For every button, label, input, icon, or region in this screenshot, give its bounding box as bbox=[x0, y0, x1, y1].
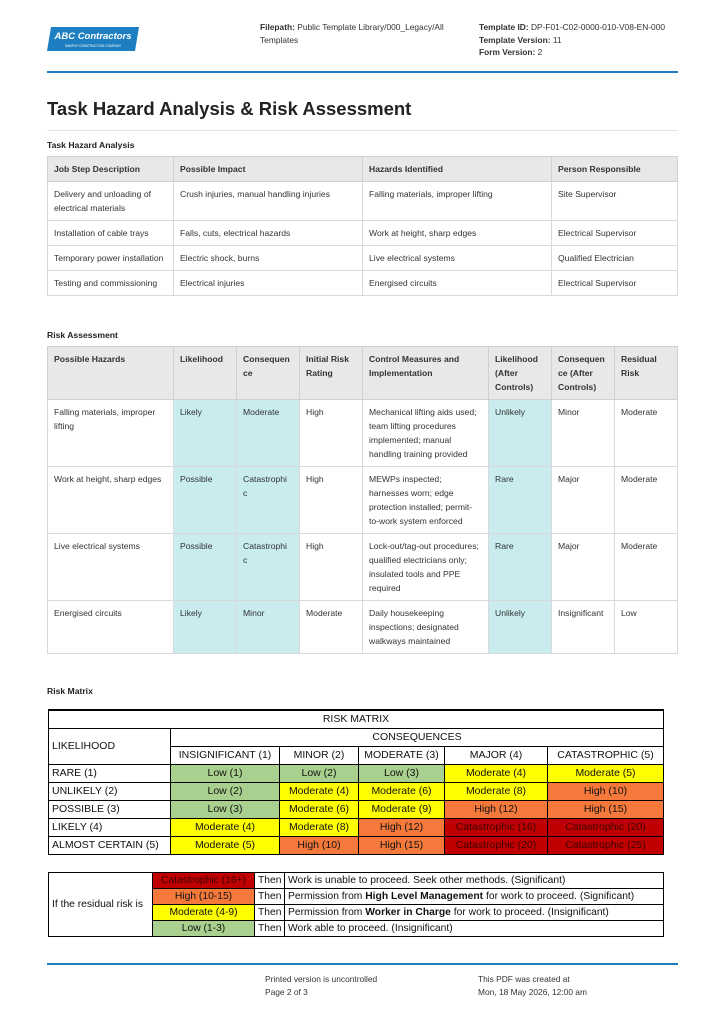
action-text: Permission from bbox=[288, 907, 366, 918]
residual-action bbox=[285, 873, 664, 889]
ra-cell: Moderate bbox=[237, 400, 300, 467]
risk-cell: High (15) bbox=[359, 836, 445, 854]
ra-cell: Moderate bbox=[615, 400, 678, 467]
tha-cell: Installation of cable trays bbox=[48, 221, 174, 246]
table-row bbox=[48, 467, 678, 534]
tha-cell: Temporary power installation bbox=[48, 246, 174, 271]
table-row bbox=[48, 534, 678, 601]
tha-cell: Work at height, sharp edges bbox=[363, 221, 552, 246]
created-date: Mon, 18 May 2026, 12:00 am bbox=[478, 986, 587, 997]
ra-cell: Lock-out/tag-out procedures; qualified electricians only; insulated tools and PPE required bbox=[363, 534, 489, 601]
risk-cell: High (10) bbox=[548, 782, 664, 800]
risk-cell: High (10) bbox=[280, 836, 359, 854]
likelihood-label: LIKELIHOOD bbox=[49, 728, 171, 764]
then-label: Then bbox=[255, 873, 285, 889]
template-version-value: 11 bbox=[552, 34, 562, 45]
risk-cell: Moderate (9) bbox=[359, 800, 445, 818]
ra-cell: Major bbox=[552, 467, 615, 534]
risk-cell: High (15) bbox=[548, 800, 664, 818]
ra-col-header: Possible Hazards bbox=[48, 347, 174, 400]
filepath-label: Filepath: bbox=[260, 22, 295, 32]
risk-cell: Catastrophic (20) bbox=[548, 818, 664, 836]
tha-col-header: Person Responsible bbox=[552, 157, 678, 182]
matrix-row bbox=[49, 764, 664, 782]
risk-cell: Low (2) bbox=[280, 764, 359, 782]
then-label: Then bbox=[255, 921, 285, 937]
ra-section-label: Risk Assessment bbox=[47, 330, 118, 340]
residual-level: Low (1-3) bbox=[153, 921, 255, 937]
matrix-row bbox=[49, 836, 664, 854]
consequence-header: CATASTROPHIC (5) bbox=[548, 746, 664, 764]
filepath bbox=[260, 21, 460, 46]
action-authority: High Level Management bbox=[365, 891, 484, 902]
ra-cell: Work at height, sharp edges bbox=[48, 467, 174, 534]
risk-cell: Moderate (8) bbox=[445, 782, 548, 800]
template-id-value: DP-F01-C02-0000-010-V08-EN-000 bbox=[530, 22, 666, 32]
ra-cell: Likely bbox=[174, 400, 237, 467]
likelihood-row-label: UNLIKELY (2) bbox=[49, 782, 171, 800]
table-row bbox=[48, 601, 678, 654]
tha-col-header: Job Step Description bbox=[48, 157, 174, 182]
risk-cell: Moderate (4) bbox=[280, 782, 359, 800]
form-version-label: Form Version: bbox=[479, 47, 536, 57]
ra-cell: Catastrophi c bbox=[237, 467, 300, 534]
tha-col-header: Hazards Identified bbox=[363, 157, 552, 182]
tha-cell: Qualified Electrician bbox=[552, 246, 678, 271]
template-version-label: Template Version: bbox=[479, 34, 551, 45]
table-row bbox=[48, 182, 678, 221]
ra-col-header: Likelihood (After Controls) bbox=[489, 347, 552, 400]
printed-notice: Printed version is uncontrolled bbox=[265, 974, 378, 984]
consequence-header: MAJOR (4) bbox=[445, 746, 548, 764]
ra-cell: Major bbox=[552, 534, 615, 601]
table-row bbox=[48, 271, 678, 296]
risk-cell: Moderate (6) bbox=[359, 782, 445, 800]
risk-cell: Catastrophic (16) bbox=[445, 818, 548, 836]
action-text: Work able to proceed. (Insignificant) bbox=[288, 923, 453, 934]
page-header bbox=[47, 18, 678, 74]
ra-cell: Minor bbox=[237, 601, 300, 654]
residual-action bbox=[285, 905, 664, 921]
matrix-row bbox=[49, 800, 664, 818]
ra-cell: Likely bbox=[174, 601, 237, 654]
residual-action bbox=[285, 889, 664, 905]
ra-table bbox=[47, 346, 678, 654]
tha-cell: Falling materials, improper lifting bbox=[363, 182, 552, 221]
residual-action bbox=[285, 921, 664, 937]
residual-row bbox=[49, 873, 664, 889]
tha-cell: Delivery and unloading of electrical materials bbox=[48, 182, 174, 221]
then-label: Then bbox=[255, 905, 285, 921]
tha-cell: Electrical Supervisor bbox=[552, 221, 678, 246]
risk-cell: Moderate (4) bbox=[445, 764, 548, 782]
ra-cell: Daily housekeeping inspections; designated walkways maintained bbox=[363, 601, 489, 654]
matrix-title: RISK MATRIX bbox=[49, 710, 664, 728]
ra-col-header: Consequen ce (After Controls) bbox=[552, 347, 615, 400]
risk-cell: Moderate (6) bbox=[280, 800, 359, 818]
tha-cell: Falls, cuts, electrical hazards bbox=[174, 221, 363, 246]
tha-cell: Electric shock, burns bbox=[174, 246, 363, 271]
footer-divider bbox=[47, 963, 678, 965]
action-text: Work is unable to proceed. Seek other methods. (Significant) bbox=[288, 875, 566, 886]
residual-level: Catastrophic (16+) bbox=[153, 873, 255, 889]
table-row bbox=[48, 246, 678, 271]
footer-right bbox=[478, 973, 587, 998]
risk-cell: Moderate (5) bbox=[548, 764, 664, 782]
action-text-end: for work to proceed. (Significant) bbox=[483, 891, 635, 902]
residual-label: If the residual risk is bbox=[49, 873, 153, 937]
template-meta bbox=[479, 21, 679, 59]
likelihood-row-label: POSSIBLE (3) bbox=[49, 800, 171, 818]
page-title: Task Hazard Analysis & Risk Assessment bbox=[47, 98, 412, 119]
consequences-label: CONSEQUENCES bbox=[171, 728, 664, 746]
ra-cell: High bbox=[300, 534, 363, 601]
matrix-row bbox=[49, 818, 664, 836]
action-text-end: for work to proceed. (Insignificant) bbox=[450, 907, 609, 918]
tha-cell: Site Supervisor bbox=[552, 182, 678, 221]
likelihood-row-label: LIKELY (4) bbox=[49, 818, 171, 836]
ra-col-header: Consequen ce bbox=[237, 347, 300, 400]
logo-text: ABC Contractors bbox=[54, 31, 132, 42]
company-logo bbox=[47, 27, 139, 49]
risk-cell: Moderate (4) bbox=[171, 818, 280, 836]
ra-cell: Catastrophi c bbox=[237, 534, 300, 601]
tha-cell: Live electrical systems bbox=[363, 246, 552, 271]
consequence-header: MINOR (2) bbox=[280, 746, 359, 764]
then-label: Then bbox=[255, 889, 285, 905]
tha-cell: Electrical injuries bbox=[174, 271, 363, 296]
ra-cell: Moderate bbox=[300, 601, 363, 654]
residual-level: High (10-15) bbox=[153, 889, 255, 905]
consequence-header: MODERATE (3) bbox=[359, 746, 445, 764]
ra-cell: MEWPs inspected; harnesses worn; edge protection installed; permit-to-work system enforced bbox=[363, 467, 489, 534]
risk-cell: Catastrophic (20) bbox=[445, 836, 548, 854]
action-authority: Worker in Charge bbox=[365, 907, 451, 918]
ra-cell: Mechanical lifting aids used; team lifting procedures implemented; manual handling training provided bbox=[363, 400, 489, 467]
ra-cell: Minor bbox=[552, 400, 615, 467]
likelihood-row-label: RARE (1) bbox=[49, 764, 171, 782]
risk-cell: Low (3) bbox=[359, 764, 445, 782]
likelihood-row-label: ALMOST CERTAIN (5) bbox=[49, 836, 171, 854]
logo-tagline: SAMPLE CONSTRUCTION COMPANY bbox=[64, 44, 122, 48]
tha-col-header: Possible Impact bbox=[174, 157, 363, 182]
ra-cell: Rare bbox=[489, 467, 552, 534]
page-info: Page 2 of 3 bbox=[265, 986, 308, 997]
ra-cell: Rare bbox=[489, 534, 552, 601]
tha-cell: Energised circuits bbox=[363, 271, 552, 296]
risk-cell: Catastrophic (25) bbox=[548, 836, 664, 854]
ra-cell: Insignificant bbox=[552, 601, 615, 654]
ra-cell: Possible bbox=[174, 467, 237, 534]
ra-cell: Unlikely bbox=[489, 601, 552, 654]
matrix-header-row bbox=[49, 728, 664, 746]
ra-cell: Possible bbox=[174, 534, 237, 601]
ra-cell: Energised circuits bbox=[48, 601, 174, 654]
ra-col-header: Residual Risk bbox=[615, 347, 678, 400]
risk-cell: Moderate (5) bbox=[171, 836, 280, 854]
risk-cell: High (12) bbox=[359, 818, 445, 836]
ra-col-header: Control Measures and Implementation bbox=[363, 347, 489, 400]
risk-cell: Moderate (8) bbox=[280, 818, 359, 836]
ra-cell: Unlikely bbox=[489, 400, 552, 467]
ra-cell: Moderate bbox=[615, 467, 678, 534]
template-id-label: Template ID: bbox=[479, 22, 529, 32]
risk-cell: High (12) bbox=[445, 800, 548, 818]
tha-table bbox=[47, 156, 678, 296]
risk-matrix bbox=[48, 709, 664, 855]
tha-cell: Electrical Supervisor bbox=[552, 271, 678, 296]
title-divider bbox=[47, 130, 678, 131]
risk-cell: Low (3) bbox=[171, 800, 280, 818]
consequence-header: INSIGNIFICANT (1) bbox=[171, 746, 280, 764]
created-label: This PDF was created at bbox=[478, 974, 570, 984]
ra-cell: High bbox=[300, 400, 363, 467]
filepath-value: Public Template Library/000_Legacy/All Templates bbox=[260, 22, 444, 45]
table-row bbox=[48, 221, 678, 246]
header-divider bbox=[47, 71, 678, 73]
ra-cell: High bbox=[300, 467, 363, 534]
action-text: Permission from bbox=[288, 891, 366, 902]
ra-cell: Falling materials, improper lifting bbox=[48, 400, 174, 467]
tha-section-label: Task Hazard Analysis bbox=[47, 140, 135, 150]
tha-cell: Crush injuries, manual handling injuries bbox=[174, 182, 363, 221]
residual-level: Moderate (4-9) bbox=[153, 905, 255, 921]
ra-cell: Live electrical systems bbox=[48, 534, 174, 601]
table-row bbox=[48, 400, 678, 467]
risk-cell: Low (2) bbox=[171, 782, 280, 800]
ra-col-header: Likelihood bbox=[174, 347, 237, 400]
ra-cell: Low bbox=[615, 601, 678, 654]
risk-cell: Low (1) bbox=[171, 764, 280, 782]
ra-cell: Moderate bbox=[615, 534, 678, 601]
tha-cell: Testing and commissioning bbox=[48, 271, 174, 296]
form-version-value: 2 bbox=[537, 47, 543, 57]
matrix-title-row bbox=[49, 710, 664, 728]
matrix-section-label: Risk Matrix bbox=[47, 686, 93, 696]
matrix-row bbox=[49, 782, 664, 800]
ra-col-header: Initial Risk Rating bbox=[300, 347, 363, 400]
residual-risk-table bbox=[48, 872, 664, 937]
footer-left bbox=[265, 973, 377, 998]
